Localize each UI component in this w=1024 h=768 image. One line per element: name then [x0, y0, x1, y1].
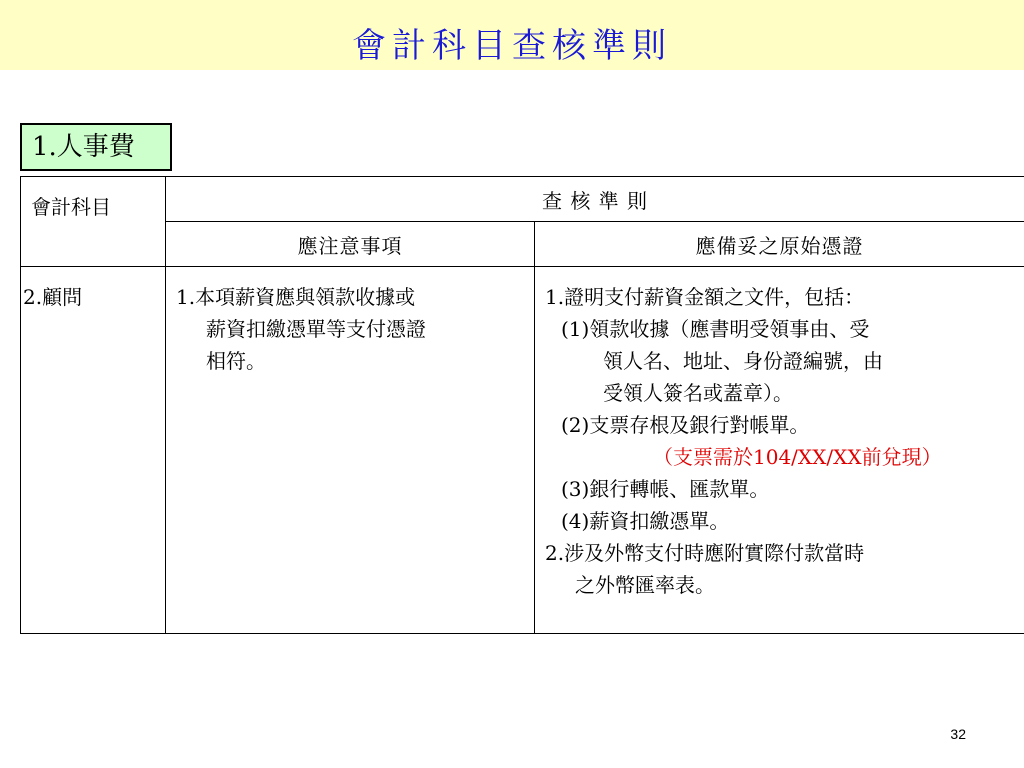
section-label: 1.人事費 — [20, 123, 172, 171]
cell-account — [21, 267, 166, 634]
header-docs: 應備妥之原始憑證 — [535, 222, 1024, 267]
page-number: 32 — [950, 726, 966, 742]
header-account-label: 會計科目 — [31, 195, 111, 219]
docs-line: 之外幣匯率表。 — [575, 573, 715, 597]
docs-line-highlight: （支票需於104/XX/XX前兌現） — [653, 445, 942, 469]
notes-line: 相符。 — [206, 349, 266, 373]
notes-line: 1.本項薪資應與領款收據或 — [176, 285, 416, 309]
criteria-table — [20, 176, 1024, 634]
docs-line: 領人名、地址、身份證編號，由 — [603, 349, 883, 373]
header-row-2 — [21, 222, 1024, 267]
docs-line: (3)銀行轉帳、匯款單。 — [561, 477, 770, 501]
cell-notes — [166, 267, 535, 634]
header-notes: 應注意事項 — [166, 222, 535, 267]
table-row — [21, 267, 1024, 634]
header-row-1 — [21, 177, 1024, 222]
docs-line: (2)支票存根及銀行對帳單。 — [561, 413, 810, 437]
page-title: 會計科目查核準則 — [352, 26, 672, 66]
cell-docs — [535, 267, 1024, 634]
header-criteria: 查 核 準 則 — [166, 177, 1024, 222]
docs-line: (1)領款收據（應書明受領事由、受 — [561, 317, 870, 341]
docs-line: (4)薪資扣繳憑單。 — [561, 509, 730, 533]
docs-line: 1.證明支付薪資金額之文件，包括： — [545, 285, 865, 309]
account-name: 2.顧問 — [23, 285, 83, 309]
header-account — [21, 177, 166, 267]
notes-line: 薪資扣繳憑單等支付憑證 — [206, 317, 426, 341]
docs-line: 受領人簽名或蓋章）。 — [603, 381, 793, 405]
docs-line: 2.涉及外幣支付時應附實際付款當時 — [545, 541, 865, 565]
